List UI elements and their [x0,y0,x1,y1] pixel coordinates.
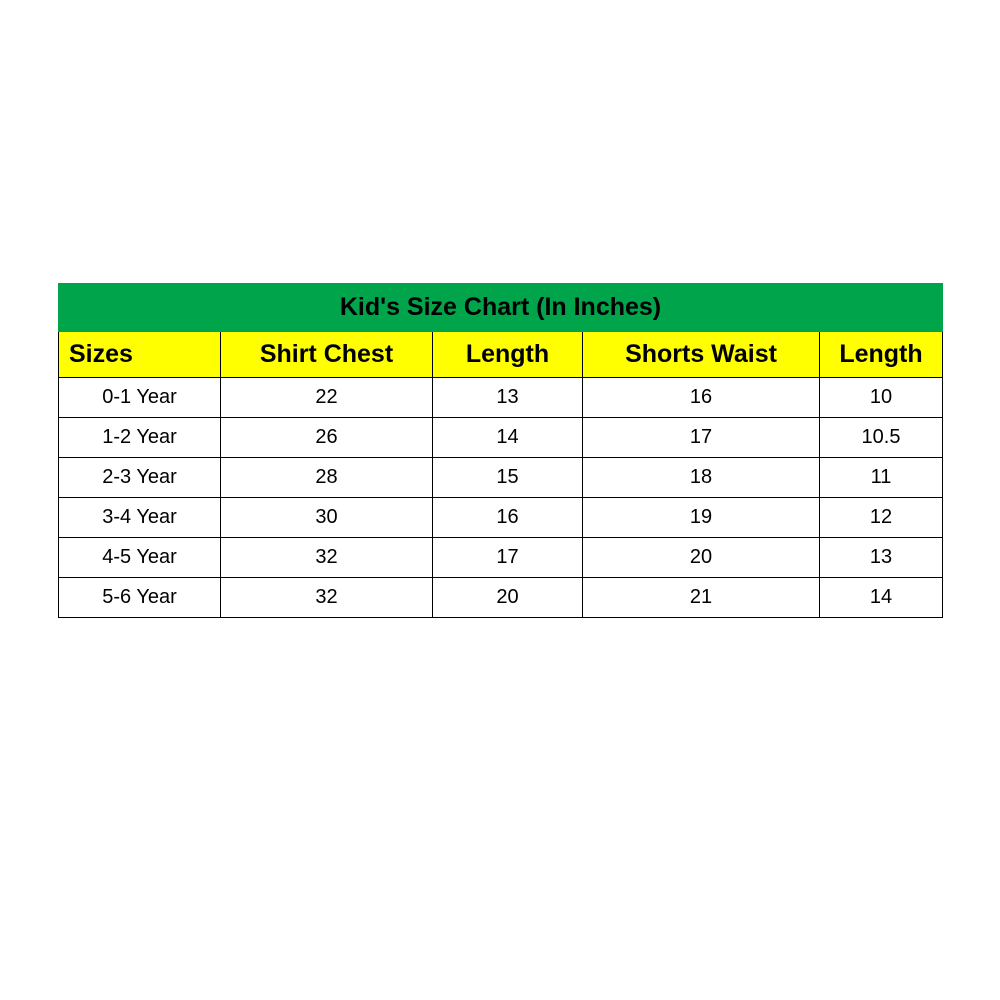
cell-shorts-waist: 20 [583,538,820,578]
chart-title-row [59,284,943,332]
column-header-shorts-length: Length [820,332,943,378]
cell-shirt-chest: 22 [221,378,433,418]
cell-shirt-chest: 32 [221,538,433,578]
cell-shirt-length: 13 [433,378,583,418]
cell-shirt-length: 20 [433,578,583,618]
size-chart-table [58,283,943,618]
cell-shorts-waist: 21 [583,578,820,618]
column-header-shorts-waist: Shorts Waist [583,332,820,378]
cell-shorts-waist: 19 [583,498,820,538]
cell-shorts-length: 11 [820,458,943,498]
chart-title: Kid's Size Chart (In Inches) [59,284,943,332]
table-header-row [59,332,943,378]
table-row [59,498,943,538]
cell-shirt-chest: 32 [221,578,433,618]
table-row [59,458,943,498]
cell-shorts-waist: 18 [583,458,820,498]
cell-size: 0-1 Year [59,378,221,418]
size-chart-container [58,283,942,618]
column-header-sizes: Sizes [59,332,221,378]
table-row [59,418,943,458]
cell-size: 3-4 Year [59,498,221,538]
cell-shorts-waist: 17 [583,418,820,458]
cell-shirt-chest: 30 [221,498,433,538]
cell-shorts-length: 10.5 [820,418,943,458]
cell-shirt-length: 14 [433,418,583,458]
cell-size: 1-2 Year [59,418,221,458]
cell-shorts-waist: 16 [583,378,820,418]
column-header-shirt-length: Length [433,332,583,378]
cell-shirt-length: 16 [433,498,583,538]
cell-size: 2-3 Year [59,458,221,498]
cell-shirt-chest: 28 [221,458,433,498]
cell-shorts-length: 10 [820,378,943,418]
table-row [59,578,943,618]
cell-size: 4-5 Year [59,538,221,578]
cell-size: 5-6 Year [59,578,221,618]
cell-shorts-length: 12 [820,498,943,538]
cell-shorts-length: 13 [820,538,943,578]
table-row [59,538,943,578]
cell-shirt-length: 15 [433,458,583,498]
cell-shorts-length: 14 [820,578,943,618]
cell-shirt-chest: 26 [221,418,433,458]
cell-shirt-length: 17 [433,538,583,578]
table-row [59,378,943,418]
column-header-shirt-chest: Shirt Chest [221,332,433,378]
